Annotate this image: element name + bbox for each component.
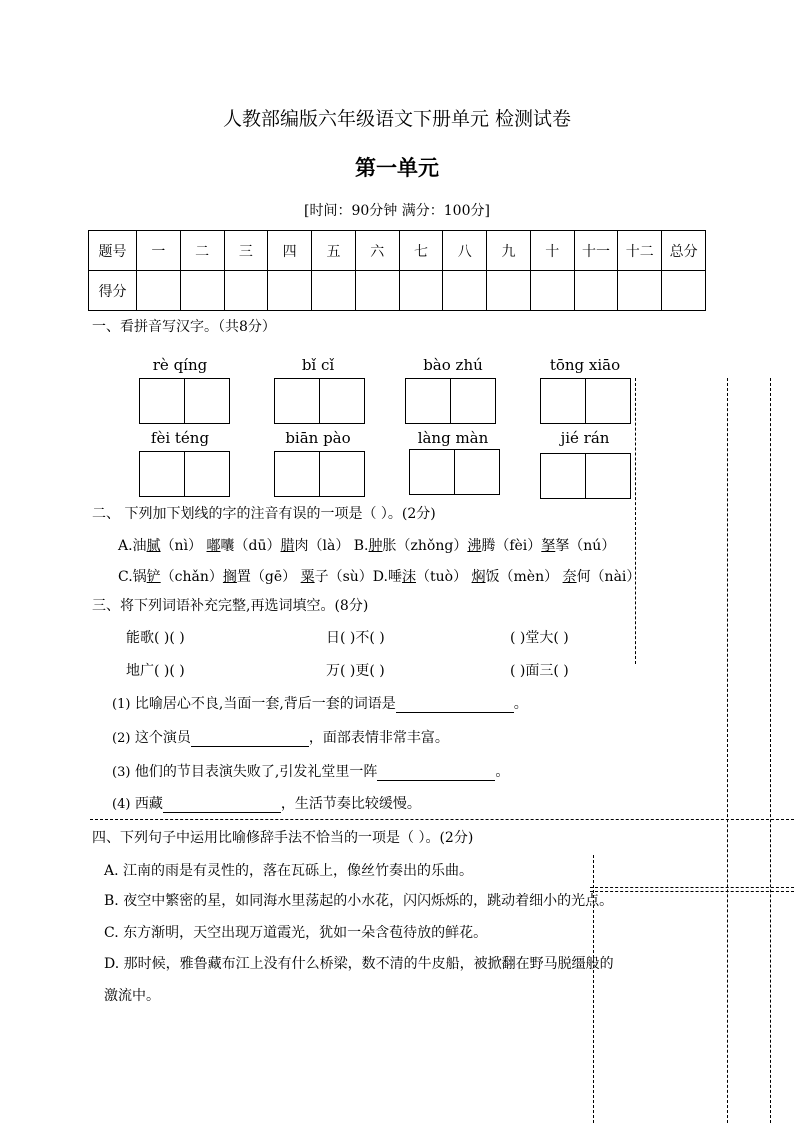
score-header-cell: 十 xyxy=(530,231,574,271)
character-boxes[interactable] xyxy=(540,378,631,424)
section3-heading: 三、将下列词语补充完整,再选词填空。(8分) xyxy=(92,598,369,614)
score-header-cell: 题号 xyxy=(89,231,137,271)
pinyin-label: jié rán xyxy=(560,429,610,447)
time-info: [时间：90分钟 满分：100分] xyxy=(304,203,490,219)
score-header-cell: 二 xyxy=(180,231,224,271)
idiom-blank[interactable]: ( )面三( ) xyxy=(510,663,569,679)
section4-heading: 四、下列句子中运用比喻修辞手法不恰当的一项是（ ）。(2分) xyxy=(92,830,474,846)
score-cell[interactable] xyxy=(530,271,574,311)
item-text: ，生活节奏比较缓慢。 xyxy=(280,796,421,812)
underlined-char: 拏 xyxy=(541,538,556,554)
score-cell[interactable] xyxy=(355,271,399,311)
character-boxes[interactable] xyxy=(274,378,365,424)
score-header-cell: 四 xyxy=(268,231,312,271)
score-cell[interactable] xyxy=(268,271,312,311)
score-cell[interactable] xyxy=(487,271,531,311)
score-cell[interactable] xyxy=(618,271,662,311)
score-header-cell: 一 xyxy=(137,231,181,271)
option-text: 囔（dū） xyxy=(220,538,281,554)
pinyin-label: biān pào xyxy=(285,429,351,447)
score-cell[interactable] xyxy=(224,271,268,311)
score-header-cell: 八 xyxy=(443,231,487,271)
score-row-label: 得分 xyxy=(89,271,137,311)
idiom-blank[interactable]: 日( )不( ) xyxy=(326,630,385,646)
underlined-char: 粟 xyxy=(300,569,315,585)
character-boxes[interactable] xyxy=(139,378,230,424)
option-text: 拏（nú） xyxy=(555,538,616,554)
choice-option: C. 东方渐明，天空出现万道霞光，犹如一朵含苞待放的鲜花。 xyxy=(104,925,488,941)
option-text: （tuò） xyxy=(416,569,472,585)
score-header-cell: 三 xyxy=(224,231,268,271)
pinyin-label: rè qíng xyxy=(152,356,208,374)
score-cell[interactable] xyxy=(312,271,356,311)
section2-heading: 二、 下列加下划线的字的注音有误的一项是（ ）。(2分) xyxy=(92,506,436,522)
binding-dashed-line xyxy=(770,378,771,1123)
exam-title: 人教部编版六年级语文下册单元 检测试卷 xyxy=(222,108,572,130)
underlined-char: 嘟 xyxy=(206,538,221,554)
character-boxes[interactable] xyxy=(139,451,230,497)
idiom-blank[interactable]: 万( )更( ) xyxy=(326,663,385,679)
option-text: C.锅 xyxy=(118,569,147,585)
score-header-cell: 总分 xyxy=(662,231,706,271)
score-cell[interactable] xyxy=(399,271,443,311)
underlined-char: 沸 xyxy=(467,538,482,554)
underlined-char: 搁 xyxy=(222,569,237,585)
character-boxes[interactable] xyxy=(409,449,500,495)
binding-dashed-line xyxy=(590,891,794,892)
score-cell[interactable] xyxy=(137,271,181,311)
underlined-char: 焖 xyxy=(471,569,486,585)
unit-title: 第一单元 xyxy=(355,155,439,180)
character-boxes[interactable] xyxy=(540,453,631,499)
binding-dashed-line xyxy=(90,819,794,820)
idiom-blank[interactable]: 地广( )( ) xyxy=(126,663,185,679)
choice-option: 激流中。 xyxy=(104,988,160,1004)
score-table-header-row xyxy=(89,231,706,271)
item-text: 。 xyxy=(495,764,510,780)
item-number: (1) xyxy=(112,697,131,712)
pinyin-label: fèi téng xyxy=(150,429,210,447)
pinyin-label: bǐ cǐ xyxy=(301,356,335,374)
binding-dashed-line xyxy=(593,855,594,1123)
item-number: (4) xyxy=(112,797,131,812)
idiom-blank[interactable]: 能歌( )( ) xyxy=(126,630,185,646)
underlined-char: 腻 xyxy=(146,538,161,554)
choice-option: D. 那时候，雅鲁藏布江上没有什么桥梁，数不清的牛皮船，被掀翻在野马脱缰般的 xyxy=(104,956,614,972)
option-text: 胀（zhǒng） xyxy=(382,538,468,554)
item-text: 西藏 xyxy=(134,796,163,812)
score-cell[interactable] xyxy=(574,271,618,311)
score-cell[interactable] xyxy=(180,271,224,311)
pinyin-label: tōng xiāo xyxy=(549,356,621,374)
answer-blank[interactable] xyxy=(191,746,309,747)
score-header-cell: 九 xyxy=(487,231,531,271)
option-text: A.油 xyxy=(118,538,147,554)
idiom-blank[interactable]: ( )堂大( ) xyxy=(510,630,569,646)
score-table-score-row xyxy=(89,271,706,311)
answer-blank[interactable] xyxy=(163,812,281,813)
option-text: （nì） xyxy=(160,538,207,554)
item-text: 。 xyxy=(513,696,528,712)
answer-blank[interactable] xyxy=(396,712,514,713)
option-text: （chǎn） xyxy=(160,569,223,585)
section2-options-line2 xyxy=(118,566,640,586)
option-text: 肉（là） B. xyxy=(294,538,369,554)
score-header-cell: 六 xyxy=(355,231,399,271)
section2-options-line1 xyxy=(118,535,615,555)
item-text: 他们的节目表演失败了,引发礼堂里一阵 xyxy=(134,764,378,780)
section1-heading: 一、看拼音写汉字。（共8分） xyxy=(92,319,276,335)
choice-option: B. 夜空中繁密的星，如同海水里荡起的小水花，闪闪烁烁的，跳动着细小的光点。 xyxy=(104,893,614,909)
binding-dashed-line xyxy=(635,378,636,664)
binding-dashed-line xyxy=(727,378,728,1123)
pinyin-label: làng màn xyxy=(417,429,489,447)
item-text: ，面部表情非常丰富。 xyxy=(308,730,449,746)
item-text: 这个演员 xyxy=(134,730,191,746)
underlined-char: 铲 xyxy=(146,569,161,585)
fill-item xyxy=(112,761,509,781)
fill-item xyxy=(112,793,421,813)
fill-item xyxy=(112,727,449,747)
item-number: (2) xyxy=(112,731,131,746)
option-text: 饭（mèn） xyxy=(485,569,563,585)
item-text: 比喻居心不良,当面一套,背后一套的词语是 xyxy=(134,696,396,712)
pinyin-label: bào zhú xyxy=(423,356,483,374)
item-number: (3) xyxy=(112,765,131,780)
answer-blank[interactable] xyxy=(377,780,495,781)
underlined-char: 沫 xyxy=(402,569,416,585)
score-cell[interactable] xyxy=(443,271,487,311)
character-boxes[interactable] xyxy=(274,451,365,497)
option-text: 腾（fèi） xyxy=(481,538,542,554)
score-header-cell: 十一 xyxy=(574,231,618,271)
binding-dashed-line xyxy=(590,887,794,888)
underlined-char: 腊 xyxy=(280,538,295,554)
underlined-char: 奈 xyxy=(562,569,577,585)
choice-option: A. 江南的雨是有灵性的，落在瓦砾上，像丝竹奏出的乐曲。 xyxy=(104,863,474,879)
score-cell[interactable] xyxy=(662,271,706,311)
score-header-cell: 七 xyxy=(399,231,443,271)
score-header-cell: 十二 xyxy=(618,231,662,271)
option-text: 何（nài） xyxy=(576,569,641,585)
score-header-cell: 五 xyxy=(312,231,356,271)
underlined-char: 肿 xyxy=(368,538,383,554)
option-text: 子（sù）D.唾 xyxy=(314,569,402,585)
option-text: 置（gē） xyxy=(236,569,301,585)
fill-item xyxy=(112,693,528,713)
score-table xyxy=(88,230,706,311)
character-boxes[interactable] xyxy=(405,378,496,424)
